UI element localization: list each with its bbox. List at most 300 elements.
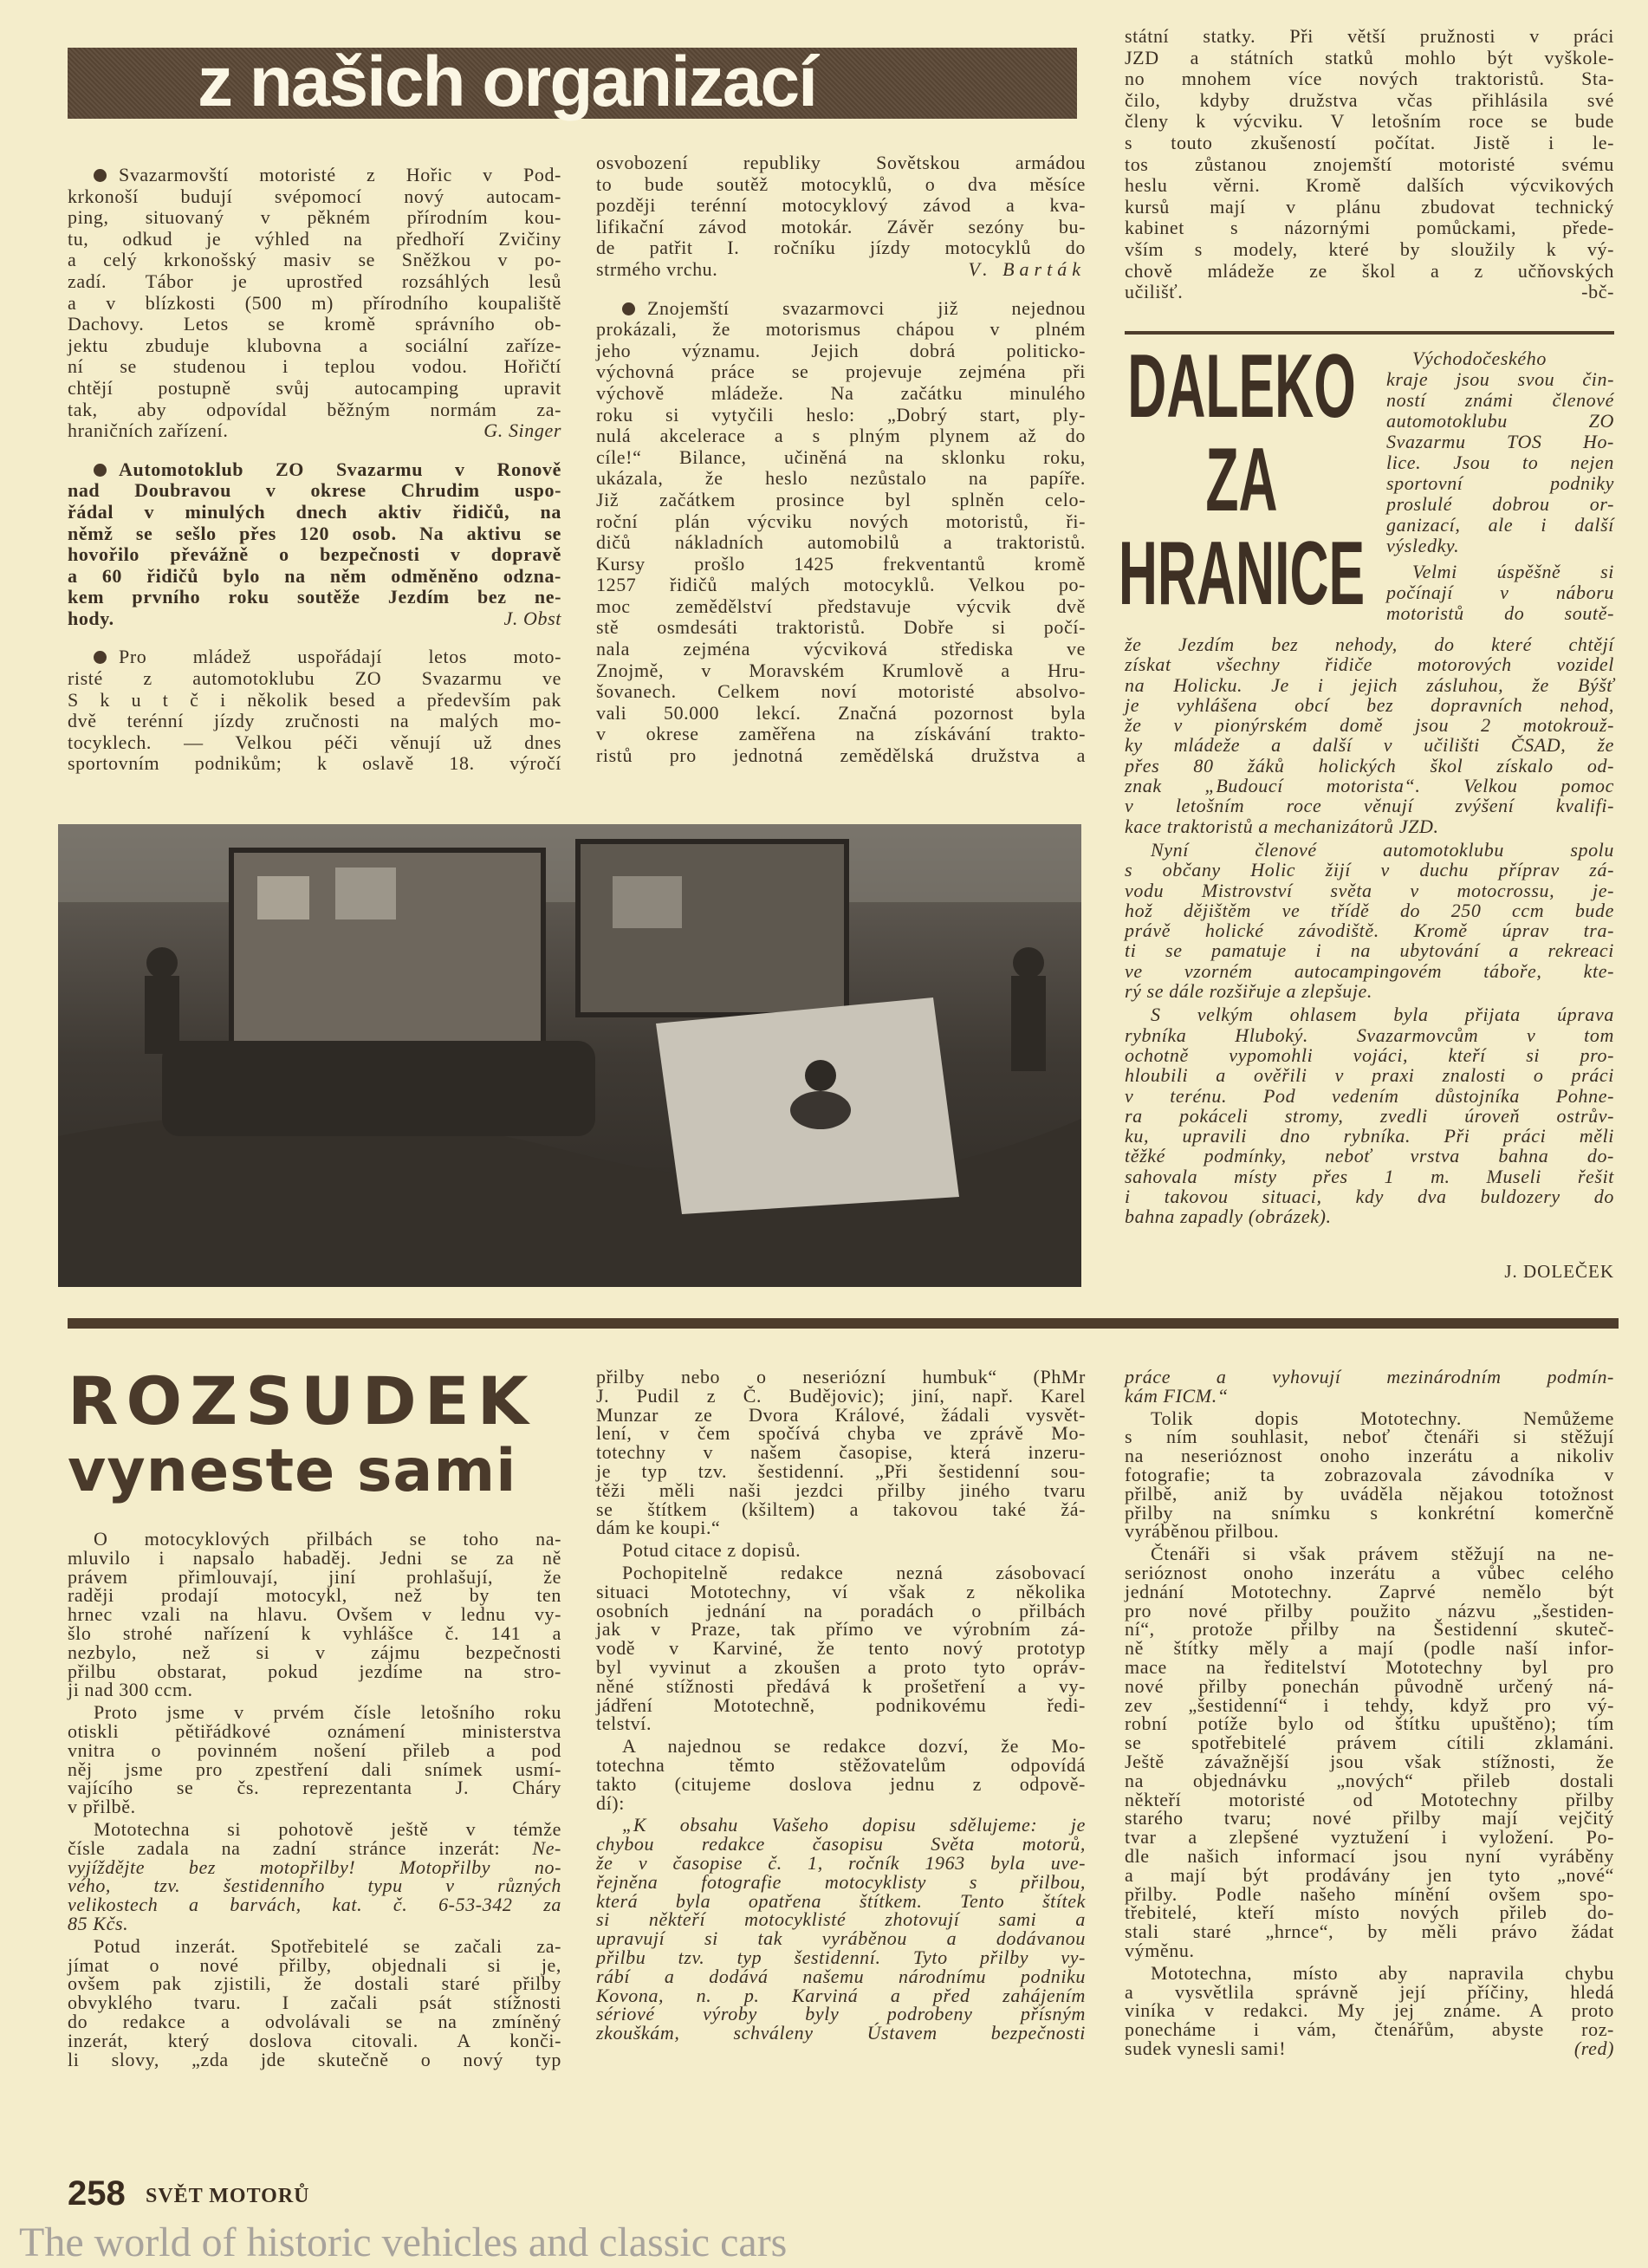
line-text xyxy=(1125,734,1614,756)
text: Velmi úspěšně si xyxy=(1412,561,1614,582)
text-line xyxy=(1125,1427,1614,1446)
line-text xyxy=(596,318,1086,340)
text: ukázala, že heslo nezůstalo na papíře. xyxy=(596,467,1086,490)
italic-text: vyjíždějte bez motopřilby! Motopřilby no- xyxy=(68,1855,561,1878)
text: řejněna fotografie motocyklisty s přilbou, xyxy=(596,1870,1086,1893)
text: krkonoší budují svépomocí nový autocam- xyxy=(68,185,561,207)
line-text xyxy=(68,270,561,292)
paragraph xyxy=(596,1563,1086,1733)
text-line xyxy=(68,1895,561,1914)
line-text xyxy=(1125,196,1614,218)
text: cíle!“ Bilance, učiněná na sklonku roku, xyxy=(596,445,1086,468)
line-text xyxy=(68,608,114,630)
text: to bude soutěž motocyklů, o dva měsíce xyxy=(596,172,1086,195)
paragraph xyxy=(68,1934,561,2070)
line-text xyxy=(68,752,561,774)
text-line xyxy=(596,1443,1086,1462)
line-text xyxy=(1386,514,1614,536)
line-text xyxy=(1386,389,1614,411)
line-text xyxy=(596,1712,652,1734)
text: mluvilo i napsalo habaděj. Jedni se za ně xyxy=(68,1546,561,1569)
text-line xyxy=(1125,2001,1614,2020)
line-text xyxy=(596,173,1086,195)
text-line xyxy=(1386,369,1614,390)
text: 1257 řidičů malých motocyklů. Velkou po- xyxy=(596,574,1086,596)
text-line xyxy=(596,383,1086,405)
watermark-tagline: The world of historic vehicles and classic cars xyxy=(19,2219,788,2265)
text-line xyxy=(596,153,1086,174)
line-text xyxy=(94,458,561,480)
text-line xyxy=(68,459,561,481)
line-text xyxy=(68,523,561,544)
text: ku, upravili dno rybníka. Při práci měli xyxy=(1125,1125,1614,1147)
text-line xyxy=(68,1738,561,1761)
text-line xyxy=(1386,452,1614,473)
text: starého tvaru; nové přilby mají vejčitý xyxy=(1125,1807,1614,1829)
text-line xyxy=(68,1953,561,1976)
text-line xyxy=(1125,1639,1614,1658)
text: jeho významu. Jejich dobrá politicko- xyxy=(596,339,1086,361)
text: dičů nákladních automobilů a traktoristů. xyxy=(596,531,1086,554)
line-text xyxy=(1386,368,1614,390)
text: těžké podmínky, neboť vrstva bahna do- xyxy=(1125,1145,1614,1167)
text-line xyxy=(596,1967,1086,1986)
line-text xyxy=(1125,1145,1614,1166)
text: dí): xyxy=(596,1791,625,1814)
text-line xyxy=(1125,175,1614,197)
text: práce a vyhovují mezinárodním podmín- xyxy=(1125,1366,1614,1387)
text: ponecháme i vám, čtenářům, abyste roz- xyxy=(1125,2018,1614,2041)
text: rybníka Hluboký. Svazarmovcům v tom xyxy=(1125,1024,1614,1046)
text: přilby na snímku s konkrétní komerčně xyxy=(1125,1501,1614,1524)
text-line xyxy=(1125,1903,1614,1922)
paragraph xyxy=(68,1817,561,1934)
line-text xyxy=(94,164,561,185)
text: do redakce a odvolávali se na zmíněný xyxy=(68,2010,561,2032)
text: Potud citace z dopisů. xyxy=(622,1539,801,1562)
text-line xyxy=(1125,1025,1614,1045)
text-line xyxy=(1125,218,1614,239)
text-line xyxy=(1125,26,1614,48)
article-column-1 xyxy=(68,1530,561,2072)
text-line xyxy=(1125,197,1614,218)
text-line xyxy=(68,1703,561,1722)
text: ti se pamatuje i na ubytování a rekreaci xyxy=(1125,939,1614,962)
text-line xyxy=(1125,756,1614,776)
line-text xyxy=(1125,900,1614,921)
line-text xyxy=(596,259,717,281)
line-text xyxy=(1125,132,1614,153)
text: ping, situovaný v pěkném přírodním kou- xyxy=(68,206,561,229)
line-text xyxy=(596,1517,720,1538)
text: nové přilby ponechán původně určený ná- xyxy=(1125,1674,1614,1697)
text: nulá akcelerace a s plným plynem až do xyxy=(596,425,1086,447)
text: prokázali, že motorismus chápou v plném xyxy=(596,318,1086,341)
line-text xyxy=(596,1773,1086,1795)
line-text xyxy=(1125,674,1614,696)
text-line xyxy=(68,314,561,335)
text: třebitelé, kteří místo nových přileb do- xyxy=(1125,1901,1614,1924)
line-text xyxy=(596,404,1086,426)
magazine-name: SVĚT MOTORŮ xyxy=(146,2185,310,2207)
text-line xyxy=(68,587,561,608)
line-text xyxy=(68,1777,561,1798)
text: ochotně vypomohli vojáci, kteří si pro- xyxy=(1125,1043,1614,1066)
text-line xyxy=(596,1714,1086,1733)
text: chtějí postupně svůj autocamping upravit xyxy=(68,376,561,399)
line-text xyxy=(68,710,561,731)
section-divider xyxy=(68,1318,1619,1329)
text-line xyxy=(596,1851,1086,1874)
paragraph xyxy=(596,1816,1086,2043)
column-rule xyxy=(1125,331,1614,335)
italic-text: velikostech a barvách, kat. č. 6-53-342 za xyxy=(68,1894,561,1916)
line-text xyxy=(596,194,1086,216)
text: čilo, kdyby družstva včas přihlásila své xyxy=(1125,88,1614,111)
paragraph xyxy=(68,647,561,775)
line-text xyxy=(68,206,561,228)
text-line xyxy=(596,660,1086,682)
text-line xyxy=(68,165,561,186)
text-line xyxy=(596,2024,1086,2043)
text-line xyxy=(596,490,1086,511)
text-line xyxy=(596,426,1086,447)
paragraph xyxy=(1125,1409,1614,1542)
text-line xyxy=(596,681,1086,703)
line-text xyxy=(1386,493,1614,515)
author-signature: G. Singer xyxy=(483,419,561,442)
text-line xyxy=(68,753,561,775)
paragraph xyxy=(1386,348,1614,556)
text: Východočeského xyxy=(1412,348,1547,369)
line-text xyxy=(596,216,1086,237)
headline-line: DALEKO xyxy=(1127,336,1356,437)
text: němž se sešlo přes 120 osob. Na aktivu se xyxy=(68,522,561,544)
line-text xyxy=(596,152,1086,173)
text: zev „šestidenní“ i tehdy, když pro vý- xyxy=(1125,1693,1614,1716)
italic-text: vého, tzv. šestidenního typu v různých xyxy=(68,1875,561,1897)
text: takto (citujeme doslova jednu z odpově- xyxy=(596,1772,1086,1795)
text: dle našich informací jsou nyní vyráběny xyxy=(1125,1844,1614,1867)
text: znak „Budoucí motorista“. Velkou pomoc xyxy=(1125,775,1614,797)
text: Svazarmu TOS Ho- xyxy=(1386,431,1614,452)
line-text xyxy=(1125,634,1614,655)
line-text xyxy=(68,565,561,587)
line-text xyxy=(1125,1044,1614,1066)
text-line xyxy=(1125,1714,1614,1733)
text-line xyxy=(68,732,561,754)
text: sportovním podnikům; k oslavě 18. výročí xyxy=(68,752,561,775)
line-text xyxy=(1125,25,1614,47)
article-column-2 xyxy=(596,1368,1086,2046)
line-text xyxy=(596,723,1086,744)
text-line xyxy=(1125,1922,1614,1941)
text-line xyxy=(1125,1166,1614,1186)
text: robní potíže bylo od štítku upuštěno); tím xyxy=(1125,1712,1614,1735)
line-text xyxy=(1151,839,1614,861)
text: ně štítky měly a mají (podle naší infor- xyxy=(1125,1637,1614,1660)
text-line xyxy=(1125,90,1614,112)
text: S velkým ohlasem byla přijata úprava xyxy=(1151,1004,1614,1026)
text-line xyxy=(68,293,561,315)
text: Svazarmovští motoristé z Hořic v Pod- xyxy=(119,164,561,185)
line-text xyxy=(68,313,561,335)
text-line xyxy=(596,319,1086,341)
line-text xyxy=(1125,960,1614,982)
line-text xyxy=(596,1792,625,1814)
line-text xyxy=(1386,431,1614,452)
line-text xyxy=(1125,153,1614,175)
text-line xyxy=(68,2012,561,2031)
text: vali 50.000 lekcí. Značná pozornost byla xyxy=(596,701,1086,724)
text: kám FICM.“ xyxy=(1125,1384,1229,1407)
text: jektu zbuduje klubovna a sociální zaříze- xyxy=(68,334,561,356)
text-line xyxy=(68,186,561,208)
text-line xyxy=(1125,1980,1614,2003)
text: je typ tzv. šestidenní. „Při šestidenní sou- xyxy=(596,1459,1086,1482)
text: později terénní motocyklový závod a kva- xyxy=(596,194,1086,217)
text: no mnohem více nových traktoristů. Sta- xyxy=(1125,68,1614,90)
text-line xyxy=(68,523,561,545)
text: heslu věrni. Kromě dalších výcvikových xyxy=(1125,174,1614,197)
text: telství. xyxy=(596,1712,652,1735)
article-headline-daleko xyxy=(1118,336,1366,626)
text-line xyxy=(68,271,561,293)
line-text xyxy=(1125,89,1614,111)
text-line xyxy=(596,1655,1086,1678)
text: Již začátkem prosince byl splněn celo- xyxy=(596,488,1086,510)
article-column-3 xyxy=(1125,1368,1614,2062)
text-line xyxy=(1125,1384,1614,1407)
text-line xyxy=(1125,1582,1614,1602)
line-text xyxy=(596,467,1086,489)
paragraph xyxy=(1125,634,1614,836)
text: serióznost onoho inzerátu a vůbec celého xyxy=(1125,1561,1614,1583)
text-line xyxy=(1125,48,1614,69)
text: že v pionýrském domě jsou 2 motokrouž- xyxy=(1125,714,1614,737)
text: a v blízkosti (500 m) přírodního koupaliště xyxy=(68,291,561,314)
line-text xyxy=(1386,452,1614,473)
bulldozer-photo xyxy=(58,824,1081,1287)
text-line xyxy=(1125,675,1614,695)
text: na Holicku. Je i jejich zásluhou, že Býšť xyxy=(1125,673,1614,696)
text-line xyxy=(68,1914,561,1933)
line-text xyxy=(1125,859,1614,881)
text-line xyxy=(1125,881,1614,900)
text-line xyxy=(68,1680,561,1699)
text: na neserióznost onoho inzerátu a nikoliv xyxy=(1125,1445,1614,1467)
text: vodě v Karviné, že tento nový prototyp xyxy=(596,1637,1086,1660)
text-line xyxy=(1125,860,1614,880)
text: kace traktoristů a mechanizátorů JZD. xyxy=(1125,815,1439,837)
text-line xyxy=(68,1530,561,1549)
text-line xyxy=(68,1643,561,1662)
text-line xyxy=(1125,111,1614,133)
line-text xyxy=(596,1694,1086,1716)
text: jádření Mototechně, podnikovému ředi- xyxy=(596,1693,1086,1716)
text-line xyxy=(68,1760,561,1779)
text: ristů pro jednotná zemědělská družstva a xyxy=(596,744,1086,767)
text-line xyxy=(1125,1206,1614,1226)
text: Nyní členové automotoklubu spolu xyxy=(1151,838,1614,861)
line-text xyxy=(1125,1125,1614,1147)
line-text xyxy=(1386,410,1614,432)
text: fotografie; ta zobrazovala závodníka v xyxy=(1125,1463,1614,1485)
line-text xyxy=(1125,775,1614,796)
text: totechna těmto stěžovatelům odpovídá xyxy=(596,1753,1086,1776)
line-text xyxy=(1125,920,1614,941)
text-line xyxy=(1386,411,1614,432)
line-text xyxy=(622,1539,801,1561)
text: de patřit I. ročníku jízdy motocyklů do xyxy=(596,237,1086,259)
text-line xyxy=(596,1835,1086,1854)
text-line xyxy=(1125,796,1614,816)
author-signature: (red) xyxy=(1573,2037,1614,2059)
text-line xyxy=(1125,1961,1614,1984)
text: chově mládeže ze škol a z učňovských xyxy=(1125,259,1614,282)
text: přes 80 žáků holických škol získalo od- xyxy=(1125,754,1614,777)
text-line xyxy=(596,298,1086,320)
text-line xyxy=(1125,634,1614,654)
text: která byla opatřena štítkem. Tento štítek xyxy=(596,1889,1086,1912)
text-line xyxy=(1386,603,1614,624)
text: tocyklech. — Velkou péči věnují už dnes xyxy=(68,731,561,753)
text: stali staré „hrnce“, by měli právo žádat xyxy=(1125,1920,1614,1943)
text-line xyxy=(68,2031,561,2050)
text: tvar a zlepšené vyztužení i vyložení. Po- xyxy=(1125,1826,1614,1849)
text: bahna zapadly (obrázek). xyxy=(1125,1205,1332,1228)
text-line xyxy=(68,1993,561,2012)
text-line xyxy=(596,1737,1086,1756)
line-text xyxy=(68,228,561,250)
text-line xyxy=(1125,840,1614,860)
author-signature: V. Barták xyxy=(968,257,1086,280)
line-text xyxy=(94,646,561,667)
text-line xyxy=(1125,1563,1614,1582)
text: počínají v náboru xyxy=(1386,582,1614,603)
text-line xyxy=(596,596,1086,618)
text: Čtenáři si však právem stěžují na ne- xyxy=(1151,1543,1614,1565)
line-text xyxy=(1125,1385,1229,1407)
text: a celý krkonošský masiv se Sněžkou v po- xyxy=(68,249,561,271)
paragraph xyxy=(1125,840,1614,1001)
text: šlo strohé nařízení k vyhlášce č. 141 a xyxy=(68,1621,561,1644)
text-line xyxy=(1386,515,1614,536)
text: strmého vrchu. xyxy=(596,257,718,280)
text: rábí a dodává našemu národnímu podniku xyxy=(596,1965,1086,1987)
bullet-icon xyxy=(94,651,107,664)
text-line xyxy=(1386,562,1614,582)
text-line xyxy=(596,341,1086,362)
text-line xyxy=(1125,1809,1614,1828)
text: Automotoklub ZO Svazarmu v Ronově xyxy=(119,458,561,480)
text-line xyxy=(596,511,1086,533)
line-text xyxy=(1125,694,1614,716)
line-text xyxy=(1412,561,1614,582)
text: výchově mládeže. Na začátku minulého xyxy=(596,381,1086,404)
text: v okrese zaměřena na získávání trakto- xyxy=(596,723,1086,745)
text-line xyxy=(1125,1599,1614,1621)
text-line xyxy=(1125,261,1614,283)
text-line xyxy=(596,1753,1086,1776)
author-signature: -bč- xyxy=(1581,281,1614,303)
article-author: J. DOLEČEK xyxy=(1504,1261,1614,1282)
text: chybou redakce časopisu Světa motorů, xyxy=(596,1833,1086,1855)
text-line xyxy=(68,229,561,250)
text: sportovní podniky xyxy=(1386,472,1614,494)
text: Potud inzerát. Spotřebitelé se začali za- xyxy=(94,1934,561,1957)
text: a vysvětlila správně její příčiny, hledá xyxy=(1125,1980,1614,2003)
text: Proto jsme v prvém čísle letošního roku xyxy=(94,1701,561,1724)
text-line xyxy=(1125,1482,1614,1504)
text: se štítkem (kšiltem) a takovou také žá- xyxy=(596,1498,1086,1520)
paragraph xyxy=(1125,1004,1614,1226)
text: tak, aby odpovídal běžným normám za- xyxy=(68,398,561,420)
text: ganizací, ale i další xyxy=(1386,514,1614,536)
text: O motocyklových přilbách se toho na- xyxy=(94,1528,561,1550)
line-text xyxy=(68,689,561,711)
text: v terénu. Pod vedením důstojníka Pohne- xyxy=(1125,1084,1614,1107)
line-text xyxy=(68,249,561,270)
line-text xyxy=(1125,816,1439,837)
text: šovanech. Celkem noví motoristé absolvo- xyxy=(596,680,1086,703)
text-line xyxy=(596,1368,1086,1387)
text-line xyxy=(1125,1693,1614,1716)
line-text xyxy=(596,237,1086,258)
line-text xyxy=(68,543,561,565)
line-text xyxy=(68,2049,561,2070)
text-line xyxy=(1125,1674,1614,1697)
line-text xyxy=(1125,1520,1279,1542)
text: motoristů do soutě- xyxy=(1386,602,1614,624)
text-line xyxy=(68,378,561,400)
text: osvobození republiky Sovětskou armádou xyxy=(596,152,1086,173)
line-text xyxy=(68,335,561,356)
line-text xyxy=(1125,1920,1614,1942)
text: kabinet s názornými pomůckami, přede- xyxy=(1125,217,1614,239)
text: s občany Holic žijí v duchu příprav zá- xyxy=(1125,859,1614,881)
text-line xyxy=(1125,1733,1614,1752)
text: jednání Mototechny. Zaprvé nemělo být xyxy=(1125,1580,1614,1602)
line-text xyxy=(1125,980,1372,1002)
text: nezbylo, než si v zájmu bezpečnosti xyxy=(68,1641,561,1663)
line-text xyxy=(596,638,1086,660)
line-text xyxy=(1125,282,1183,303)
text-line xyxy=(596,468,1086,490)
text-line xyxy=(1125,1544,1614,1563)
text: zkouškám, schváleny Ústavem bezpečnosti xyxy=(596,2022,1086,2044)
text-line xyxy=(596,1816,1086,1835)
text-line xyxy=(68,1778,561,1797)
line-text xyxy=(596,574,1086,595)
text-line xyxy=(596,1478,1086,1501)
text: stě osmdesáti traktoristů. Dobře si počí- xyxy=(596,616,1086,639)
line-text xyxy=(1125,1085,1614,1107)
text-line xyxy=(1386,582,1614,603)
text-line xyxy=(1125,695,1614,715)
text-line xyxy=(1125,715,1614,735)
line-text xyxy=(1125,1205,1332,1227)
line-text xyxy=(1125,1105,1614,1127)
text: Kovona, n. p. Karviná a před zahájením xyxy=(596,1984,1086,2006)
text-line xyxy=(1125,1086,1614,1106)
text-line xyxy=(1125,1126,1614,1146)
paragraph xyxy=(68,1703,561,1816)
author-signature: J. Obst xyxy=(503,607,561,629)
text-line xyxy=(1125,1863,1614,1886)
text-line xyxy=(596,554,1086,575)
text-line xyxy=(68,480,561,502)
